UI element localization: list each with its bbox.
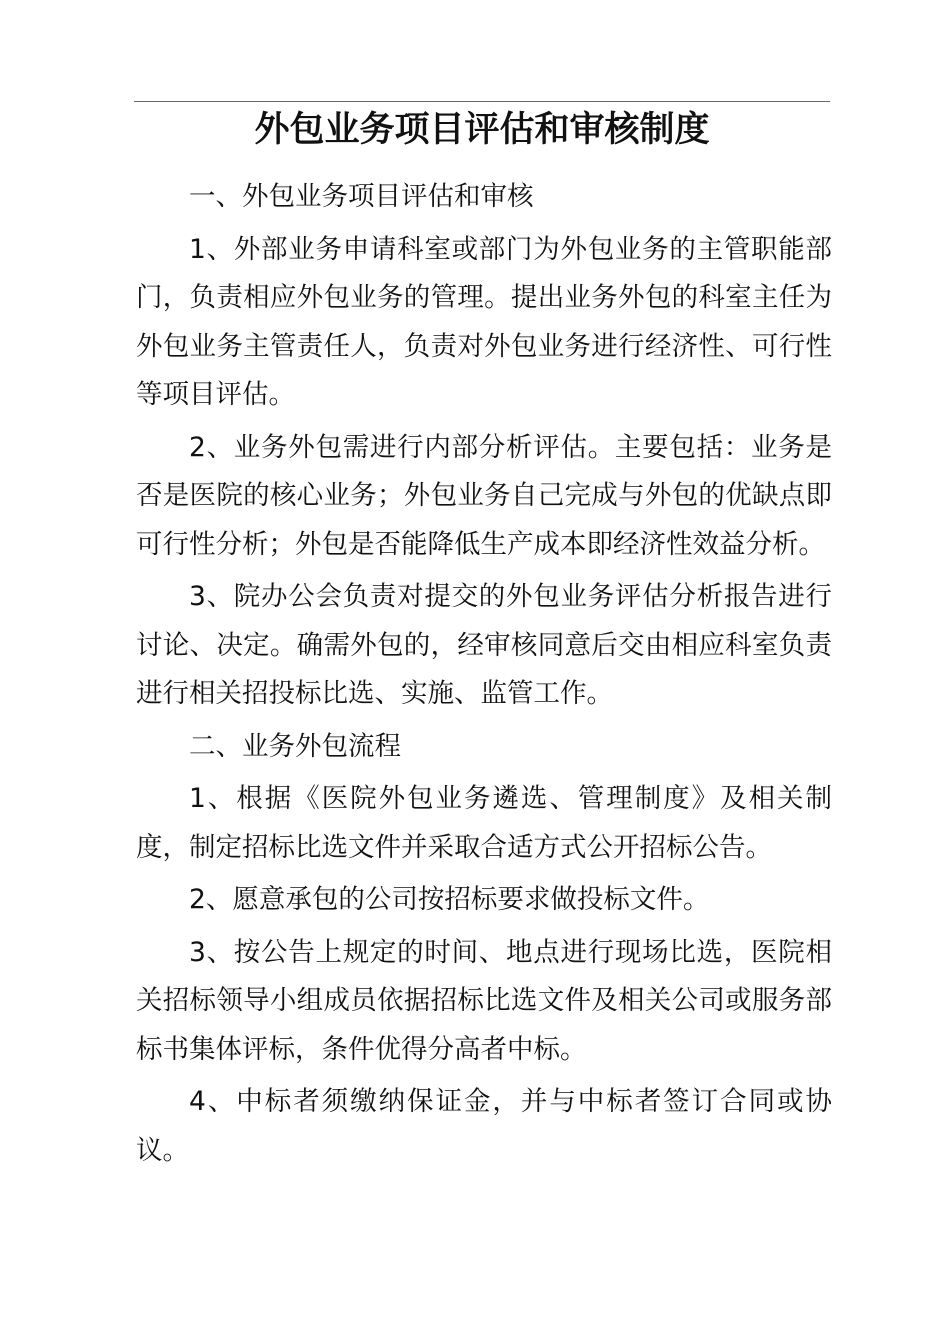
section-heading-1: 一、外包业务项目评估和审核 <box>189 181 534 212</box>
section-heading-2: 二、业务外包流程 <box>189 730 401 762</box>
paragraph-1-3: 3、院办公会负责对提交的外包业务评估分析报告进行讨论、决定。确需外包的，经审核同意后交由相应科室负责进行相关招投标比选、实施、监管工作。 <box>136 581 832 709</box>
paragraph-2-1: 1、根据《医院外包业务遴选、管理制度》及相关制度，制定招标比选文件并采取合适方式公开招标公告。 <box>136 783 832 863</box>
paragraph-2-4: 4、中标者须缴纳保证金，并与中标者签订合同或协议。 <box>136 1086 832 1166</box>
document-title: 外包业务项目评估和审核制度 <box>254 110 710 150</box>
document-body <box>136 173 832 1175</box>
paragraph-1-2: 2、业务外包需进行内部分析评估。主要包括：业务是否是医院的核心业务；外包业务自己完成与外包的优缺点即可行性分析；外包是否能降低生产成本即经济性效益分析。 <box>136 431 832 560</box>
paragraph-1-1: 1、外部业务申请科室或部门为外包业务的主管职能部门，负责相应外包业务的管理。提出业务外包的科室主任为外包业务主管责任人，负责对外包业务进行经济性、可行性等项目评估。 <box>136 233 832 410</box>
header-rule <box>134 101 830 102</box>
paragraph-2-3: 3、按公告上规定的时间、地点进行现场比选，医院相关招标领导小组成员依据招标比选文件及相关公司或服务部标书集体评标，条件优得分高者中标。 <box>136 936 832 1065</box>
paragraph-2-2: 2、愿意承包的公司按招标要求做投标文件。 <box>189 884 710 915</box>
